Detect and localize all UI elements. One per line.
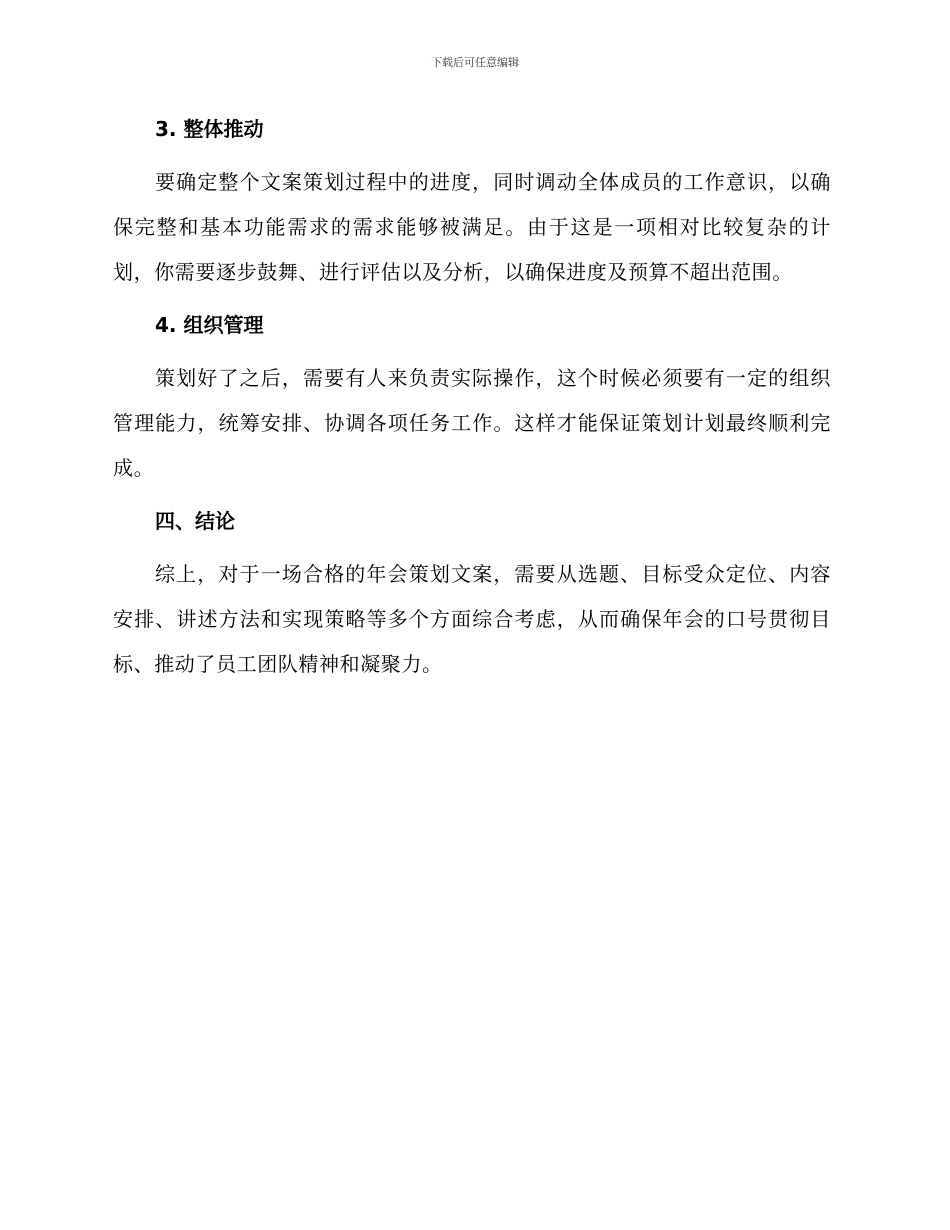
section-overall-promotion	[113, 112, 831, 295]
section-heading: 四、结论	[155, 509, 235, 533]
section-paragraph: 要确定整个文案策划过程中的进度，同时调动全体成员的工作意识，以确保完整和基本功能需求的需求能够被满足。由于这是一项相对比较复杂的计划，你需要逐步鼓舞、进行评估以及分析，以确保进度及预算不超出范围。	[113, 170, 831, 284]
document-body	[113, 112, 831, 687]
section-heading: 3. 整体推动	[155, 117, 264, 141]
section-paragraph: 策划好了之后，需要有人来负责实际操作，这个时候必须要有一定的组织管理能力，统筹安排、协调各项任务工作。这样才能保证策划计划最终顺利完成。	[113, 366, 831, 480]
page-header-note: 下载后可任意编辑	[431, 56, 519, 69]
section-conclusion	[113, 504, 831, 687]
section-heading: 4. 组织管理	[155, 313, 264, 337]
section-organization-management	[113, 308, 831, 491]
section-paragraph: 综上，对于一场合格的年会策划文案，需要从选题、目标受众定位、内容安排、讲述方法和实现策略等多个方面综合考虑，从而确保年会的口号贯彻目标、推动了员工团队精神和凝聚力。	[113, 562, 831, 676]
